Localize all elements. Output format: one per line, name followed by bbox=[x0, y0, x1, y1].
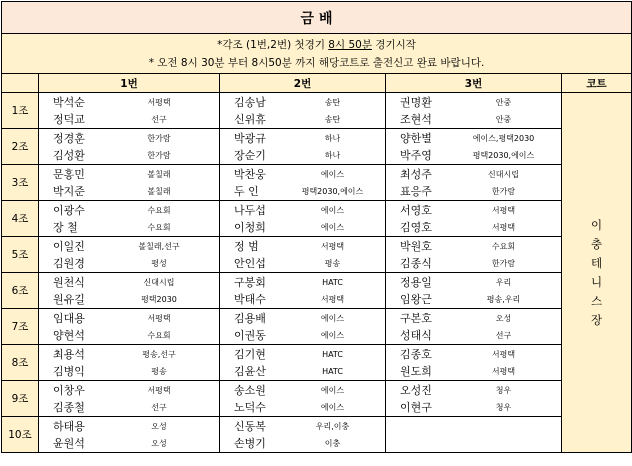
player-entry bbox=[53, 418, 219, 435]
player-entry bbox=[53, 238, 219, 255]
player-entry bbox=[234, 291, 385, 308]
team-pair bbox=[39, 129, 219, 164]
group-label: 10조 bbox=[2, 417, 39, 453]
player-club: 볼칠래 bbox=[147, 186, 171, 196]
team-pair bbox=[39, 93, 219, 128]
player-name: 박주영 bbox=[400, 149, 432, 162]
player-club: 평송 bbox=[151, 366, 167, 376]
player-name: 구본호 bbox=[400, 312, 432, 325]
player-club: 볼칠래,선구 bbox=[138, 241, 180, 251]
player-name: 최용석 bbox=[53, 348, 85, 361]
player-club: 에이스 bbox=[320, 169, 345, 179]
player-entry bbox=[53, 130, 219, 147]
player-entry bbox=[400, 363, 561, 380]
player-entry bbox=[234, 94, 385, 111]
header-slot-3: 3번 bbox=[386, 74, 562, 93]
team-pair bbox=[386, 93, 561, 128]
player-club: 오성 bbox=[151, 421, 167, 431]
player-name: 서영호 bbox=[400, 204, 432, 217]
player-entry bbox=[234, 130, 385, 147]
court-name bbox=[562, 93, 632, 453]
player-entry bbox=[400, 291, 561, 308]
group-label: 6조 bbox=[2, 273, 39, 309]
player-name: 신위휴 bbox=[234, 113, 266, 126]
player-entry bbox=[53, 310, 219, 327]
slot-3-cell bbox=[386, 345, 562, 381]
group-row bbox=[2, 129, 632, 165]
team-pair bbox=[39, 345, 219, 380]
player-club: 선구 bbox=[495, 330, 512, 340]
team-pair bbox=[386, 345, 561, 380]
player-club: HATC bbox=[322, 349, 343, 359]
team-pair bbox=[39, 309, 219, 344]
player-name: 양한별 bbox=[400, 132, 432, 145]
group-row bbox=[2, 417, 632, 453]
player-club: 평송,선구 bbox=[142, 349, 176, 359]
team-pair bbox=[386, 129, 561, 164]
player-entry bbox=[234, 399, 385, 416]
player-club: 서평택 bbox=[491, 349, 516, 359]
player-club: 평송,우리 bbox=[486, 294, 521, 304]
player-entry bbox=[400, 94, 561, 111]
player-entry bbox=[234, 202, 385, 219]
player-name: 이청희 bbox=[234, 221, 266, 234]
team-pair bbox=[386, 417, 561, 452]
player-club: 평성 bbox=[151, 258, 167, 268]
player-club: 수요회 bbox=[147, 330, 171, 340]
player-club: 볼칠래 bbox=[147, 169, 171, 179]
player-club: 서평택 bbox=[147, 97, 171, 107]
player-name: 김원경 bbox=[53, 257, 85, 270]
player-club: 하나 bbox=[324, 150, 341, 160]
player-entry bbox=[53, 147, 219, 164]
player-name: 권명환 bbox=[400, 96, 432, 109]
player-name: 박지준 bbox=[53, 185, 85, 198]
player-name: 노덕수 bbox=[234, 401, 266, 414]
player-entry bbox=[234, 418, 385, 435]
group-label: 1조 bbox=[2, 93, 39, 129]
notice-prefix: *각조 (1번,2번) 첫경기 bbox=[217, 38, 329, 51]
slot-3-cell bbox=[386, 381, 562, 417]
player-name: 오성진 bbox=[400, 384, 432, 397]
player-name: 김기현 bbox=[234, 348, 266, 361]
player-entry bbox=[400, 346, 561, 363]
player-entry bbox=[234, 382, 385, 399]
player-club: 에이스 bbox=[320, 205, 345, 215]
slot-2-cell bbox=[220, 237, 386, 273]
player-name: 원천식 bbox=[53, 276, 85, 289]
player-entry bbox=[234, 238, 385, 255]
team-pair bbox=[386, 273, 561, 308]
player-entry bbox=[400, 166, 561, 183]
court-name-text: 이충테니스장 bbox=[590, 217, 603, 327]
player-club: 청우 bbox=[495, 402, 512, 412]
player-name: 송소원 bbox=[234, 384, 266, 397]
team-pair bbox=[220, 165, 385, 200]
slot-2-cell bbox=[220, 381, 386, 417]
team-pair bbox=[386, 309, 561, 344]
player-club: 오성 bbox=[151, 438, 167, 448]
group-row bbox=[2, 165, 632, 201]
slot-1-cell bbox=[39, 417, 220, 453]
player-entry bbox=[400, 382, 561, 399]
player-name: 김종식 bbox=[400, 257, 432, 270]
notice-time: 8시 50분 bbox=[328, 38, 372, 51]
player-club: 서평택 bbox=[491, 222, 516, 232]
slot-2-cell bbox=[220, 129, 386, 165]
team-pair bbox=[386, 237, 561, 272]
player-entry bbox=[53, 166, 219, 183]
player-name: 나두섭 bbox=[234, 204, 266, 217]
player-entry bbox=[234, 346, 385, 363]
player-club: 수요회 bbox=[147, 222, 171, 232]
slot-3-cell bbox=[386, 237, 562, 273]
player-name: 안인섭 bbox=[234, 257, 266, 270]
player-name: 구봉회 bbox=[234, 276, 266, 289]
header-court: 코트 bbox=[562, 74, 632, 93]
team-pair bbox=[220, 273, 385, 308]
player-club: 오성 bbox=[495, 313, 512, 323]
slot-3-cell bbox=[386, 417, 562, 453]
player-club: 송탄 bbox=[324, 97, 341, 107]
player-club: 하나 bbox=[324, 133, 341, 143]
team-pair bbox=[220, 129, 385, 164]
player-club: 한가람 bbox=[147, 133, 171, 143]
player-club: 에이스 bbox=[320, 222, 345, 232]
player-club: 신대시립 bbox=[488, 169, 519, 179]
player-club: 수요회 bbox=[147, 205, 171, 215]
player-entry bbox=[53, 382, 219, 399]
group-row bbox=[2, 309, 632, 345]
slot-1-cell bbox=[39, 309, 220, 345]
player-entry bbox=[400, 327, 561, 344]
notice-suffix: 경기시작 bbox=[371, 38, 416, 51]
slot-1-cell bbox=[39, 345, 220, 381]
team-pair bbox=[220, 345, 385, 380]
player-entry bbox=[53, 202, 219, 219]
bracket-sheet bbox=[1, 1, 632, 453]
player-club: HATC bbox=[322, 277, 343, 287]
player-entry bbox=[53, 274, 219, 291]
player-name: 이현구 bbox=[400, 401, 432, 414]
group-label: 7조 bbox=[2, 309, 39, 345]
player-entry bbox=[53, 399, 219, 416]
player-club: 평택2030,에이스 bbox=[472, 150, 535, 160]
player-entry bbox=[400, 183, 561, 200]
player-club: 서평택 bbox=[147, 313, 171, 323]
group-label: 9조 bbox=[2, 381, 39, 417]
team-pair bbox=[220, 309, 385, 344]
player-entry bbox=[234, 183, 385, 200]
player-name: 이창우 bbox=[53, 384, 85, 397]
slot-1-cell bbox=[39, 381, 220, 417]
player-club: 에이스 bbox=[320, 385, 345, 395]
player-entry bbox=[234, 255, 385, 272]
player-club: 한가람 bbox=[491, 258, 516, 268]
player-entry bbox=[53, 183, 219, 200]
player-name: 박찬웅 bbox=[234, 168, 266, 181]
slot-2-cell bbox=[220, 273, 386, 309]
slot-1-cell bbox=[39, 237, 220, 273]
player-name: 문홍민 bbox=[53, 168, 85, 181]
player-entry bbox=[53, 346, 219, 363]
slot-1-cell bbox=[39, 201, 220, 237]
player-name: 정경훈 bbox=[53, 132, 85, 145]
player-name: 김병익 bbox=[53, 365, 85, 378]
team-pair bbox=[386, 381, 561, 416]
player-name: 박태수 bbox=[234, 293, 266, 306]
player-name: 장순기 bbox=[234, 149, 266, 162]
player-club: 안중 bbox=[495, 114, 512, 124]
player-name: 손병기 bbox=[234, 437, 266, 450]
slot-2-cell bbox=[220, 417, 386, 453]
player-entry bbox=[400, 255, 561, 272]
player-name: 최성주 bbox=[400, 168, 432, 181]
slot-1-cell bbox=[39, 165, 220, 201]
player-club: 수요회 bbox=[491, 241, 516, 251]
group-label: 5조 bbox=[2, 237, 39, 273]
slot-3-cell bbox=[386, 201, 562, 237]
group-label: 2조 bbox=[2, 129, 39, 165]
team-pair bbox=[39, 273, 219, 308]
team-pair bbox=[39, 201, 219, 236]
player-entry bbox=[234, 310, 385, 327]
player-name: 하태용 bbox=[53, 420, 85, 433]
slot-2-cell bbox=[220, 345, 386, 381]
player-name: 김윤산 bbox=[234, 365, 266, 378]
player-name: 양현석 bbox=[53, 329, 85, 342]
player-entry bbox=[400, 310, 561, 327]
player-name: 이일진 bbox=[53, 240, 85, 253]
player-entry bbox=[234, 166, 385, 183]
player-club: 서평택 bbox=[147, 385, 171, 395]
slot-3-cell bbox=[386, 165, 562, 201]
player-name: 박원호 bbox=[400, 240, 432, 253]
player-club: 서평택 bbox=[491, 205, 516, 215]
team-pair bbox=[220, 417, 385, 452]
player-club: 선구 bbox=[151, 114, 167, 124]
player-club: 이충 bbox=[324, 438, 341, 448]
player-club: 에이스 bbox=[320, 330, 345, 340]
player-club: 우리,이충 bbox=[315, 421, 350, 431]
notice-line-2: * 오전 8시 30분 부터 8시50분 까지 해당코트로 출전신고 완료 바랍니다. bbox=[148, 56, 485, 69]
player-entry bbox=[53, 111, 219, 128]
player-entry bbox=[234, 363, 385, 380]
group-row bbox=[2, 237, 632, 273]
sheet-title: 금 배 bbox=[2, 2, 632, 34]
player-entry bbox=[234, 219, 385, 236]
group-label: 3조 bbox=[2, 165, 39, 201]
team-pair bbox=[39, 237, 219, 272]
player-club: 서평택 bbox=[320, 294, 345, 304]
player-entry bbox=[400, 238, 561, 255]
player-club: 에이스 bbox=[320, 402, 345, 412]
player-name: 원유길 bbox=[53, 293, 85, 306]
player-club: 우리 bbox=[495, 277, 512, 287]
group-row bbox=[2, 93, 632, 129]
player-club: 송탄 bbox=[324, 114, 341, 124]
player-club: 한가람 bbox=[147, 150, 171, 160]
player-club: HATC bbox=[322, 366, 343, 376]
player-name: 두 인 bbox=[234, 185, 259, 198]
player-entry bbox=[234, 274, 385, 291]
player-entry bbox=[400, 219, 561, 236]
notice-block bbox=[2, 34, 632, 74]
slot-1-cell bbox=[39, 93, 220, 129]
team-pair bbox=[386, 165, 561, 200]
player-entry bbox=[234, 435, 385, 452]
player-entry bbox=[400, 202, 561, 219]
player-name: 김송남 bbox=[234, 96, 266, 109]
team-pair bbox=[220, 93, 385, 128]
player-entry bbox=[53, 327, 219, 344]
player-entry bbox=[53, 94, 219, 111]
slot-2-cell bbox=[220, 165, 386, 201]
player-name: 김용배 bbox=[234, 312, 266, 325]
player-entry bbox=[234, 327, 385, 344]
player-name: 정용일 bbox=[400, 276, 432, 289]
notice-line-1 bbox=[2, 36, 631, 54]
player-club: 한가람 bbox=[491, 186, 516, 196]
player-name: 이광수 bbox=[53, 204, 85, 217]
player-club: 서평택 bbox=[320, 241, 345, 251]
player-name: 김영호 bbox=[400, 221, 432, 234]
player-name: 윤원석 bbox=[53, 437, 85, 450]
player-entry bbox=[400, 130, 561, 147]
team-pair bbox=[39, 417, 219, 452]
slot-3-cell bbox=[386, 273, 562, 309]
slot-2-cell bbox=[220, 201, 386, 237]
player-entry bbox=[400, 399, 561, 416]
group-row bbox=[2, 381, 632, 417]
team-pair bbox=[39, 381, 219, 416]
player-club: 평택2030,에이스 bbox=[301, 186, 364, 196]
player-entry bbox=[53, 219, 219, 236]
slot-1-cell bbox=[39, 129, 220, 165]
player-name: 장 철 bbox=[53, 221, 78, 234]
header-blank bbox=[2, 74, 39, 93]
team-pair bbox=[386, 201, 561, 236]
player-club: 청우 bbox=[495, 385, 512, 395]
player-name: 김성환 bbox=[53, 149, 85, 162]
player-entry bbox=[234, 111, 385, 128]
player-name: 신동복 bbox=[234, 420, 266, 433]
player-entry bbox=[400, 147, 561, 164]
player-entry bbox=[400, 274, 561, 291]
slot-2-cell bbox=[220, 309, 386, 345]
player-club: 서평택 bbox=[491, 366, 516, 376]
header-slot-2: 2번 bbox=[220, 74, 386, 93]
player-entry bbox=[53, 363, 219, 380]
group-row bbox=[2, 345, 632, 381]
player-name: 이권동 bbox=[234, 329, 266, 342]
player-name: 원도희 bbox=[400, 365, 432, 378]
group-row bbox=[2, 201, 632, 237]
player-name: 조현석 bbox=[400, 113, 432, 126]
player-club: 안중 bbox=[495, 97, 512, 107]
slot-3-cell bbox=[386, 309, 562, 345]
team-pair bbox=[220, 237, 385, 272]
group-row bbox=[2, 273, 632, 309]
group-label: 8조 bbox=[2, 345, 39, 381]
player-name: 김종호 bbox=[400, 348, 432, 361]
player-club: 에이스,평택2030 bbox=[472, 133, 535, 143]
player-club: 평송 bbox=[324, 258, 341, 268]
slot-3-cell bbox=[386, 93, 562, 129]
slot-1-cell bbox=[39, 273, 220, 309]
player-name: 정 범 bbox=[234, 240, 259, 253]
player-name: 정덕교 bbox=[53, 113, 85, 126]
player-name: 임대용 bbox=[53, 312, 85, 325]
team-pair bbox=[220, 201, 385, 236]
slot-3-cell bbox=[386, 129, 562, 165]
player-club: 평택2030 bbox=[141, 294, 177, 304]
player-entry bbox=[53, 435, 219, 452]
player-club: 선구 bbox=[151, 402, 167, 412]
player-club: 신대시립 bbox=[143, 277, 175, 287]
team-pair bbox=[39, 165, 219, 200]
player-entry bbox=[234, 147, 385, 164]
player-name: 표응주 bbox=[400, 185, 432, 198]
player-entry bbox=[53, 291, 219, 308]
player-entry bbox=[400, 111, 561, 128]
team-pair bbox=[220, 381, 385, 416]
header-slot-1: 1번 bbox=[39, 74, 220, 93]
player-entry bbox=[53, 255, 219, 272]
player-name: 김종철 bbox=[53, 401, 85, 414]
player-name: 성태식 bbox=[400, 329, 432, 342]
player-name: 박석순 bbox=[53, 96, 85, 109]
player-name: 박광규 bbox=[234, 132, 266, 145]
group-label: 4조 bbox=[2, 201, 39, 237]
slot-2-cell bbox=[220, 93, 386, 129]
player-club: 에이스 bbox=[320, 313, 345, 323]
player-name: 임왕근 bbox=[400, 293, 432, 306]
